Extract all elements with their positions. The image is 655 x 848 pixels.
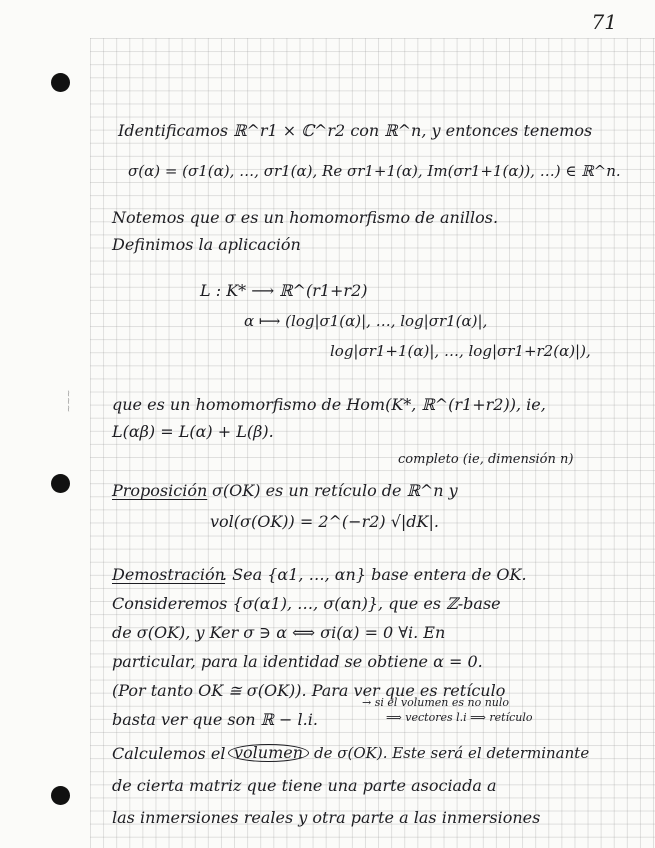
text-line: vol(σ(OK)) = 2^(−r2) √|dK|. [210, 512, 439, 531]
text-line: particular, para la identidad se obtiene α = 0. [112, 652, 483, 671]
margin-note: → si el volumen es no nulo [362, 696, 510, 709]
text-line: Notemos que σ es un homomorfismo de anillos. [112, 208, 499, 227]
proof-heading: Demostración [112, 565, 225, 584]
text-line: que es un homomorfismo de Hom(K*, ℝ^(r1+r2)), ie, [112, 395, 546, 414]
text-line: Calculemos el [112, 744, 226, 763]
text-line: α ⟼ (log|σ1(α)|, …, log|σr1(α)|, [244, 312, 488, 330]
top-margin [0, 0, 655, 38]
page-number: 71 [591, 10, 617, 34]
text-line: σ(OK) es un retículo de ℝ^n y [212, 481, 458, 500]
text-line: log|σr1+1(α)|, …, log|σr1+r2(α)|), [330, 342, 591, 360]
margin-mark: ~~~ [64, 389, 75, 413]
left-margin [0, 0, 90, 848]
text-line: de σ(OK), y Ker σ ∋ α ⟺ σi(α) = 0 ∀i. En [112, 623, 446, 642]
text-line: basta ver que son ℝ − l.i. [112, 710, 318, 729]
text-line: Definimos la aplicación [112, 235, 301, 254]
proposition-heading: Proposición [112, 481, 208, 500]
text-line: (Por tanto OK ≅ σ(OK)). Para ver que es retículo [112, 681, 506, 700]
text-line: L(αβ) = L(α) + L(β). [112, 422, 274, 441]
circled-word: volumen [228, 744, 309, 762]
text-line: Consideremos {σ(α1), …, σ(αn)}, que es ℤ-base [112, 594, 501, 613]
text-line: . Sea {α1, …, αn} base entera de OK. [222, 565, 527, 584]
binder-hole [51, 786, 70, 805]
margin-note: completo (ie, dimensión n) [398, 452, 574, 467]
binder-hole [51, 474, 70, 493]
text-line: σ(α) = (σ1(α), …, σr1(α), Re σr1+1(α), Im(σr1+1(α)), …) ∈ ℝ^n. [128, 162, 621, 180]
text-line: las inmersiones reales y otra parte a las inmersiones [112, 808, 541, 827]
text-line: L : K* ⟶ ℝ^(r1+r2) [200, 281, 368, 300]
text-line: Identificamos ℝ^r1 × ℂ^r2 con ℝ^n, y entonces tenemos [118, 121, 593, 140]
text-line: de σ(OK). Este será el determinante [314, 744, 590, 762]
text-line: de cierta matriz que tiene una parte asociada a [112, 776, 497, 795]
binder-hole [51, 73, 70, 92]
margin-note: ⟹ vectores l.i ⟹ retículo [386, 711, 533, 724]
